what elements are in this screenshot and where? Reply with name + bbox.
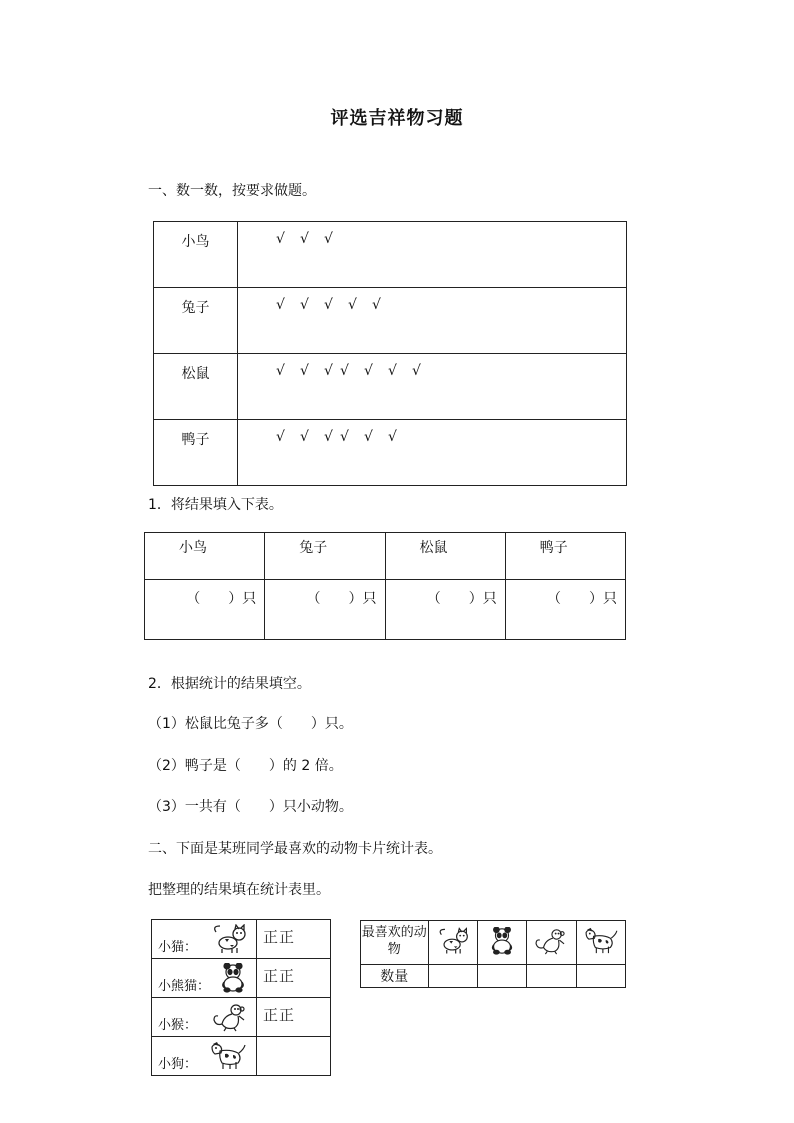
question-2-item[interactable]: （3）一共有（ ）只小动物。 (148, 799, 353, 815)
header-cell: 兔子 (265, 533, 385, 580)
check-mark: √ (324, 363, 333, 379)
check-mark: √ (324, 297, 333, 313)
table-row (152, 1037, 331, 1076)
tally-mark: 正正 (263, 967, 296, 985)
tally-name: 小鸟 (154, 222, 238, 288)
table-row (152, 998, 331, 1037)
check-mark: √ (324, 429, 333, 445)
check-mark: √ (348, 297, 357, 313)
question-1: 1．将结果填入下表。 (148, 497, 283, 513)
header-cell: 最喜欢的动物 (361, 921, 429, 965)
header-cell: 松鼠 (385, 533, 505, 580)
check-mark: √ (300, 429, 309, 445)
check-mark: √ (364, 363, 373, 379)
card-tally-table (151, 919, 331, 1076)
tally-marks (238, 354, 627, 420)
tally-cell (257, 998, 331, 1037)
header-cell: 小鸟 (145, 533, 265, 580)
check-mark: √ (372, 297, 381, 313)
answer-blank[interactable] (477, 965, 526, 988)
cat-icon (436, 943, 470, 959)
question-2: 2．根据统计的结果填空。 (148, 676, 311, 692)
tally-name: 鸭子 (154, 420, 238, 486)
check-mark: √ (276, 363, 285, 379)
question-2-item[interactable]: （2）鸭子是（ ）的 2 倍。 (148, 758, 343, 774)
table-row (154, 354, 627, 420)
table-row (145, 580, 626, 640)
check-mark: √ (276, 297, 285, 313)
animal-cell (152, 920, 257, 959)
answer-blank[interactable]: （ ）只 (265, 580, 385, 640)
monkey-icon (212, 1002, 248, 1036)
monkey-icon (534, 943, 568, 959)
check-mark: √ (300, 231, 309, 247)
table-row (154, 222, 627, 288)
answer-blank[interactable]: （ ）只 (505, 580, 625, 640)
result-table (144, 532, 626, 640)
tally-marks (238, 222, 627, 288)
tally-cell (257, 1037, 331, 1076)
tally-cell (257, 920, 331, 959)
check-mark: √ (388, 429, 397, 445)
icon-cell (576, 921, 625, 965)
animal-label: 小熊猫： (158, 979, 211, 994)
table-row (361, 965, 626, 988)
panda-icon (218, 963, 248, 997)
table-row (152, 959, 331, 998)
animal-label: 小猴： (158, 1018, 198, 1033)
check-mark: √ (388, 363, 397, 379)
table-row (152, 920, 331, 959)
answer-blank[interactable]: （ ）只 (145, 580, 265, 640)
icon-cell (477, 921, 526, 965)
animal-label: 小猫： (158, 940, 198, 955)
page-title: 评选吉祥物习题 (330, 108, 464, 129)
panda-icon (488, 943, 516, 959)
tally-table (153, 221, 627, 486)
check-mark: √ (300, 297, 309, 313)
section1-heading: 一、数一数，按要求做题。 (148, 183, 316, 199)
tally-name: 松鼠 (154, 354, 238, 420)
check-mark: √ (412, 363, 421, 379)
statistics-table (360, 920, 626, 988)
check-mark: √ (364, 429, 373, 445)
table-row (361, 921, 626, 965)
check-mark: √ (300, 363, 309, 379)
cat-icon (210, 924, 248, 958)
animal-cell (152, 998, 257, 1037)
dog-icon (582, 943, 620, 959)
check-mark: √ (340, 429, 349, 445)
icon-cell (428, 921, 477, 965)
header-cell: 鸭子 (505, 533, 625, 580)
tally-name: 兔子 (154, 288, 238, 354)
tally-mark: 正正 (263, 928, 296, 946)
answer-blank[interactable] (428, 965, 477, 988)
table-row (154, 420, 627, 486)
tally-marks (238, 288, 627, 354)
check-mark: √ (276, 429, 285, 445)
check-mark: √ (324, 231, 333, 247)
dog-icon (208, 1041, 248, 1075)
tally-mark: 正正 (263, 1006, 296, 1024)
animal-cell (152, 1037, 257, 1076)
table-row (145, 533, 626, 580)
icon-cell (527, 921, 576, 965)
row-label: 数量 (361, 965, 429, 988)
answer-blank[interactable] (576, 965, 625, 988)
tally-cell (257, 959, 331, 998)
animal-cell (152, 959, 257, 998)
answer-blank[interactable] (527, 965, 576, 988)
answer-blank[interactable]: （ ）只 (385, 580, 505, 640)
check-mark: √ (340, 363, 349, 379)
section2-heading: 二、下面是某班同学最喜欢的动物卡片统计表。 (148, 841, 442, 857)
check-mark: √ (276, 231, 285, 247)
question-2-item[interactable]: （1）松鼠比兔子多（ ）只。 (148, 716, 353, 732)
animal-label: 小狗： (158, 1057, 198, 1072)
table-row (154, 288, 627, 354)
section2-instruction: 把整理的结果填在统计表里。 (148, 882, 330, 898)
tally-marks (238, 420, 627, 486)
